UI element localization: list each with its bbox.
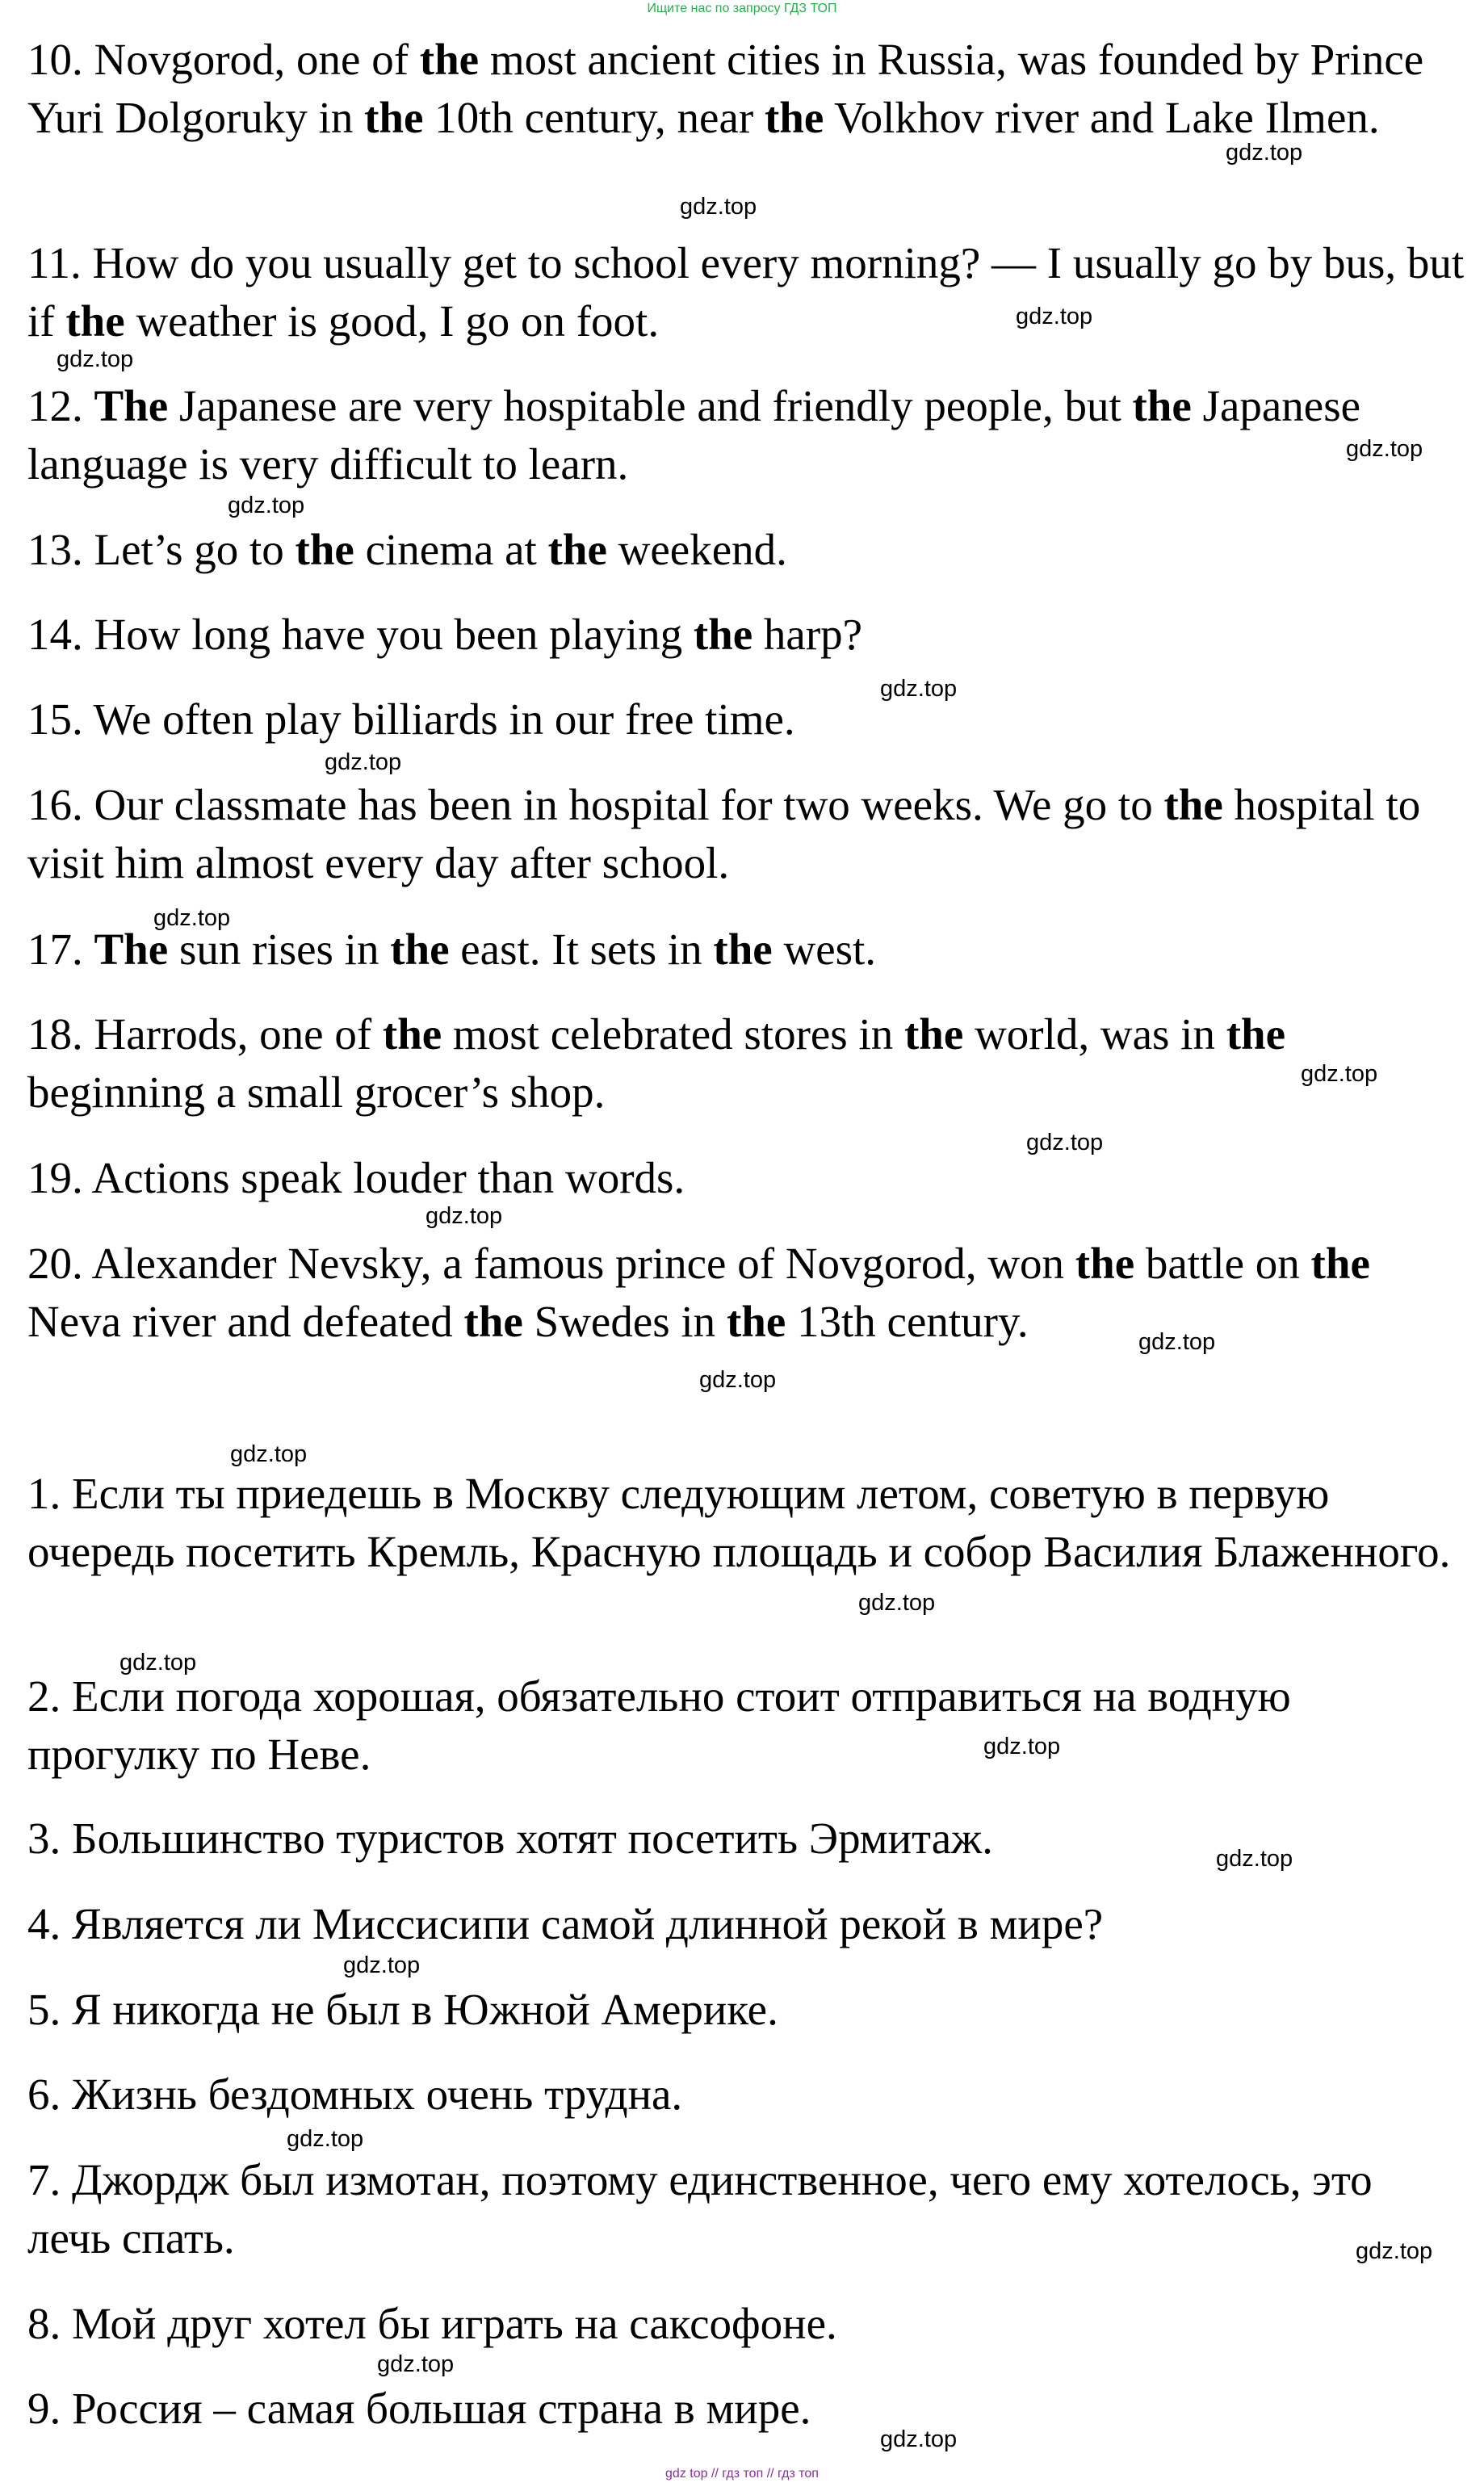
sentence-11 xyxy=(27,234,1465,350)
sentence-text: most celebrated stores in xyxy=(442,1009,904,1059)
sentence-text: 3. Большинство туристов хотят посетить Эрмитаж. xyxy=(27,1814,993,1863)
sentence-text: 2. Если погода хорошая, обязательно стоит отправиться на водную прогулку по Неве. xyxy=(27,1671,1291,1779)
watermark: gdz.top xyxy=(880,2426,958,2452)
article-the: The xyxy=(94,925,169,974)
article-the: the xyxy=(419,35,480,84)
article-the: the xyxy=(693,610,753,659)
sentence-text: 14. How long have you been playing xyxy=(27,610,694,659)
sentence-text: 18. Harrods, one of xyxy=(27,1009,383,1059)
watermark: gdz.top xyxy=(1138,1329,1216,1355)
watermark: gdz.top xyxy=(228,493,305,518)
sentence-text: 16. Our classmate has been in hospital for two weeks. We go to xyxy=(27,780,1164,829)
sentence-text: 15. We often play billiards in our free time. xyxy=(27,694,795,744)
watermark: gdz.top xyxy=(680,194,757,220)
russian-sentence-5 xyxy=(27,1981,1465,2039)
sentence-text: harp? xyxy=(752,610,863,659)
sentence-text: 4. Является ли Миссисипи самой длинной рекой в мире? xyxy=(27,1899,1104,1948)
sentence-text: hospital to visit him almost every day after school. xyxy=(27,780,1421,887)
article-the: the xyxy=(65,296,125,346)
sentence-text: 13th century. xyxy=(786,1297,1029,1346)
sentence-14 xyxy=(27,606,1465,664)
sentence-text: 12. xyxy=(27,381,94,430)
watermark: gdz.top xyxy=(1301,1061,1378,1087)
watermark: gdz.top xyxy=(880,676,958,702)
watermark: gdz.top xyxy=(1226,140,1303,166)
sentence-text: weekend. xyxy=(606,525,787,574)
sentence-text: 9. Россия – самая большая страна в мире. xyxy=(27,2384,811,2433)
watermark: gdz.top xyxy=(425,1203,503,1229)
article-the: the xyxy=(390,925,450,974)
sentence-text: sun rises in xyxy=(168,925,391,974)
watermark: gdz.top xyxy=(1016,304,1093,329)
header-search-hint[interactable]: Ищите нас по запросу ГДЗ ТОП xyxy=(647,2,837,15)
watermark: gdz.top xyxy=(325,749,402,775)
russian-sentence-2 xyxy=(27,1667,1465,1784)
russian-sentence-7 xyxy=(27,2151,1465,2267)
watermark: gdz.top xyxy=(119,1650,197,1675)
russian-sentence-8 xyxy=(27,2295,1465,2353)
sentence-18 xyxy=(27,1005,1465,1122)
sentence-19 xyxy=(27,1149,1465,1207)
sentence-text: 20. Alexander Nevsky, a famous prince of Novgorod, won xyxy=(27,1239,1075,1288)
watermark: gdz.top xyxy=(699,1367,777,1393)
watermark: gdz.top xyxy=(57,346,134,372)
sentence-text: east. It sets in xyxy=(449,925,714,974)
watermark: gdz.top xyxy=(377,2351,455,2377)
sentence-12 xyxy=(27,377,1465,493)
article-the: the xyxy=(547,525,607,574)
sentence-text: 17. xyxy=(27,925,94,974)
footer-links[interactable]: gdz top // гдз топ // гдз топ xyxy=(665,2467,819,2481)
sentence-text: 13. Let’s go to xyxy=(27,525,296,574)
watermark: gdz.top xyxy=(287,2126,364,2152)
sentence-text: 8. Мой друг хотел бы играть на саксофоне. xyxy=(27,2299,837,2348)
sentence-text: Neva river and defeated xyxy=(27,1297,464,1346)
russian-sentence-9 xyxy=(27,2380,1465,2438)
sentence-text: 5. Я никогда не был в Южной Америке. xyxy=(27,1985,778,2034)
article-the: the xyxy=(1310,1239,1370,1288)
sentence-text: 10th century, near xyxy=(423,93,765,142)
sentence-text: Swedes in xyxy=(522,1297,727,1346)
watermark: gdz.top xyxy=(1026,1130,1104,1155)
article-the: the xyxy=(1075,1239,1135,1288)
sentence-text: weather is good, I go on foot. xyxy=(124,296,660,346)
sentence-text: most ancient cities in Russia, was founded by Prince Yuri Dolgoruky in xyxy=(27,35,1424,142)
sentence-text: 11. How do you usually get to school every morning? — I usually go by bus, but if xyxy=(27,238,1465,346)
article-the: The xyxy=(94,381,169,430)
article-the: the xyxy=(295,525,354,574)
sentence-text: beginning a small grocer’s shop. xyxy=(27,1067,606,1117)
sentence-text: 7. Джордж был измотан, поэтому единственное, чего ему хотелось, это лечь спать. xyxy=(27,2155,1373,2263)
watermark: gdz.top xyxy=(230,1441,308,1467)
article-the: the xyxy=(1163,780,1223,829)
sentence-text: 10. Novgorod, one of xyxy=(27,35,420,84)
sentence-20 xyxy=(27,1235,1465,1351)
sentence-text: 19. Actions speak louder than words. xyxy=(27,1153,685,1202)
watermark: gdz.top xyxy=(1216,1846,1293,1872)
article-the: the xyxy=(364,93,424,142)
russian-sentence-1 xyxy=(27,1465,1465,1581)
article-the: the xyxy=(463,1297,523,1346)
sentence-text: Volkhov river and Lake Ilmen. xyxy=(824,93,1380,142)
watermark: gdz.top xyxy=(343,1952,421,1978)
sentence-text: west. xyxy=(772,925,877,974)
watermark: gdz.top xyxy=(858,1590,936,1616)
russian-sentence-4 xyxy=(27,1895,1465,1953)
sentence-16 xyxy=(27,776,1465,892)
sentence-15 xyxy=(27,690,1465,749)
sentence-17 xyxy=(27,921,1465,979)
watermark: gdz.top xyxy=(983,1734,1061,1759)
sentence-text: battle on xyxy=(1134,1239,1311,1288)
sentence-text: 1. Если ты приедешь в Москву следующим летом, советую в первую очередь посетить Кремль, Красную площадь и собор Василия Блаженного. xyxy=(27,1469,1451,1576)
article-the: the xyxy=(1132,381,1192,430)
russian-sentence-6 xyxy=(27,2066,1465,2124)
article-the: the xyxy=(1226,1009,1286,1059)
article-the: the xyxy=(382,1009,442,1059)
article-the: the xyxy=(903,1009,964,1059)
sentence-10 xyxy=(27,31,1465,147)
sentence-13 xyxy=(27,521,1465,579)
article-the: the xyxy=(726,1297,786,1346)
sentence-text: Japanese are very hospitable and friendly people, but xyxy=(168,381,1133,430)
article-the: the xyxy=(764,93,824,142)
sentence-text: Japanese language is very difficult to learn. xyxy=(27,381,1361,489)
watermark: gdz.top xyxy=(1356,2238,1433,2264)
sentence-text: cinema at xyxy=(354,525,548,574)
watermark: gdz.top xyxy=(153,905,231,931)
watermark: gdz.top xyxy=(1346,436,1423,462)
article-the: the xyxy=(713,925,773,974)
sentence-text: 6. Жизнь бездомных очень трудна. xyxy=(27,2070,683,2119)
sentence-text: world, was in xyxy=(963,1009,1226,1059)
